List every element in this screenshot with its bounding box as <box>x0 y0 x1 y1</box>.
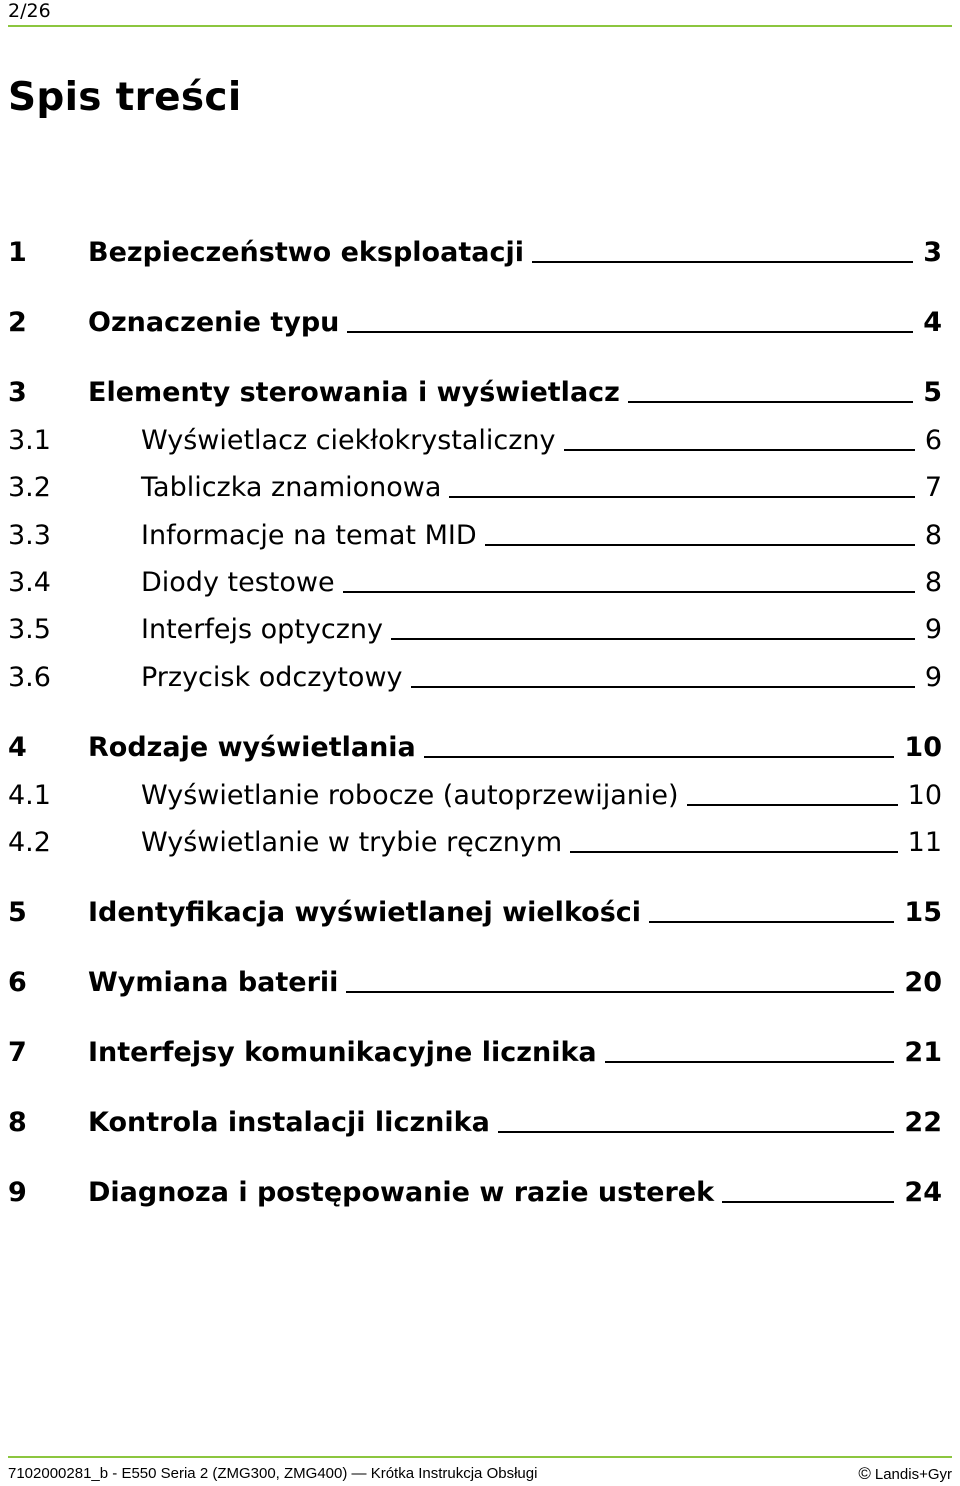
toc-leader-line <box>411 686 915 688</box>
toc-entry-label: Identyfikacja wyświetlanej wielkości <box>88 897 642 928</box>
footer-rule <box>8 1456 952 1458</box>
toc-leader-line <box>564 449 915 451</box>
toc-entry-page: 3 <box>923 237 942 268</box>
toc-entry-label: Elementy sterowania i wyświetlacz <box>88 377 620 408</box>
toc-entry-page: 24 <box>904 1177 942 1208</box>
toc-entry-number: 3.2 <box>8 472 51 503</box>
toc-entry-3[interactable] <box>8 370 942 410</box>
toc-entry-3-4[interactable] <box>8 560 942 600</box>
toc-entry-page: 9 <box>924 662 942 693</box>
toc-entry-number: 7 <box>8 1037 27 1068</box>
toc-entry-page: 20 <box>904 967 942 998</box>
toc-entry-label: Tabliczka znamionowa <box>141 472 442 503</box>
toc-entry-page: 7 <box>924 472 942 503</box>
toc-entry-8[interactable] <box>8 1100 942 1140</box>
toc-entry-page: 11 <box>907 827 942 858</box>
toc-leader-line <box>628 401 913 403</box>
toc-entry-page: 15 <box>904 897 942 928</box>
toc-entry-label: Wyświetlanie robocze (autoprzewijanie) <box>141 780 679 811</box>
toc-entry-number: 3.5 <box>8 614 51 645</box>
toc-entry-2[interactable] <box>8 300 942 340</box>
toc-entry-label: Wymiana baterii <box>88 967 339 998</box>
footer-brand <box>858 1464 952 1485</box>
toc-entry-3-5[interactable] <box>8 607 942 647</box>
toc-entry-page: 9 <box>924 614 942 645</box>
toc-entry-page: 21 <box>904 1037 942 1068</box>
toc-entry-number: 3.6 <box>8 662 51 693</box>
toc-entry-7[interactable] <box>8 1030 942 1070</box>
toc-entry-number: 4 <box>8 732 27 763</box>
toc-entry-label: Rodzaje wyświetlania <box>88 732 416 763</box>
toc-entry-label: Interfejs optyczny <box>141 614 383 645</box>
toc-entry-4-2[interactable] <box>8 820 942 860</box>
toc-entry-9[interactable] <box>8 1170 942 1210</box>
toc-entry-page: 4 <box>923 307 942 338</box>
toc-leader-line <box>687 804 898 806</box>
toc-leader-line <box>532 261 913 263</box>
toc-entry-5[interactable] <box>8 890 942 930</box>
toc-entry-3-2[interactable] <box>8 465 942 505</box>
toc-leader-line <box>346 991 894 993</box>
toc-entry-3-3[interactable] <box>8 513 942 553</box>
toc-entry-label: Bezpieczeństwo eksploatacji <box>88 237 524 268</box>
toc-entry-label: Diody testowe <box>141 567 335 598</box>
toc-leader-line <box>343 591 915 593</box>
toc-entry-4-1[interactable] <box>8 773 942 813</box>
toc-entry-label: Wyświetlanie w trybie ręcznym <box>141 827 563 858</box>
toc-entry-page: 5 <box>923 377 942 408</box>
toc-entry-number: 3.3 <box>8 520 51 551</box>
toc-entry-4[interactable] <box>8 725 942 765</box>
footer-brand-name: Landis+Gyr <box>874 1466 952 1483</box>
toc-leader-line <box>424 756 895 758</box>
toc-entry-label: Diagnoza i postępowanie w razie usterek <box>88 1177 715 1208</box>
toc-entry-page: 10 <box>907 780 942 811</box>
toc-entry-page: 6 <box>924 425 942 456</box>
toc-leader-line <box>391 638 915 640</box>
toc-leader-line <box>649 921 894 923</box>
toc-entry-number: 3.1 <box>8 425 51 456</box>
toc-leader-line <box>449 496 914 498</box>
footer-document-id: 7102000281_b - E550 Seria 2 (ZMG300, ZMG400) — Krótka Instrukcja Obsługi <box>8 1465 538 1482</box>
toc-leader-line <box>570 851 897 853</box>
toc-entry-number: 4.2 <box>8 827 51 858</box>
toc-entry-label: Interfejsy komunikacyjne licznika <box>88 1037 597 1068</box>
toc-entry-number: 3 <box>8 377 27 408</box>
toc-leader-line <box>347 331 913 333</box>
toc-entry-number: 5 <box>8 897 27 928</box>
toc-leader-line <box>485 544 915 546</box>
toc-entry-number: 9 <box>8 1177 27 1208</box>
toc-entry-number: 4.1 <box>8 780 51 811</box>
toc-entry-number: 8 <box>8 1107 27 1138</box>
page-title: Spis treści <box>8 75 242 120</box>
toc-entry-3-6[interactable] <box>8 655 942 695</box>
page-number: 2/26 <box>8 0 51 22</box>
toc-entry-page: 8 <box>924 567 942 598</box>
toc-entry-label: Wyświetlacz ciekłokrystaliczny <box>141 425 556 456</box>
toc-leader-line <box>722 1201 894 1203</box>
toc-entry-number: 2 <box>8 307 27 338</box>
toc-entry-6[interactable] <box>8 960 942 1000</box>
toc-entry-1[interactable] <box>8 230 942 270</box>
toc-entry-number: 3.4 <box>8 567 51 598</box>
toc-leader-line <box>605 1061 895 1063</box>
toc-entry-number: 6 <box>8 967 27 998</box>
toc-entry-label: Przycisk odczytowy <box>141 662 403 693</box>
toc-entry-page: 8 <box>924 520 942 551</box>
toc-entry-3-1[interactable] <box>8 418 942 458</box>
toc-entry-page: 22 <box>904 1107 942 1138</box>
toc-entry-label: Informacje na temat MID <box>141 520 477 551</box>
toc-leader-line <box>498 1131 895 1133</box>
toc-entry-label: Kontrola instalacji licznika <box>88 1107 490 1138</box>
page-footer <box>8 1464 952 1485</box>
toc-entry-label: Oznaczenie typu <box>88 307 340 338</box>
toc-entry-number: 1 <box>8 237 27 268</box>
toc-entry-page: 10 <box>904 732 942 763</box>
copyright-icon: © <box>858 1464 871 1483</box>
